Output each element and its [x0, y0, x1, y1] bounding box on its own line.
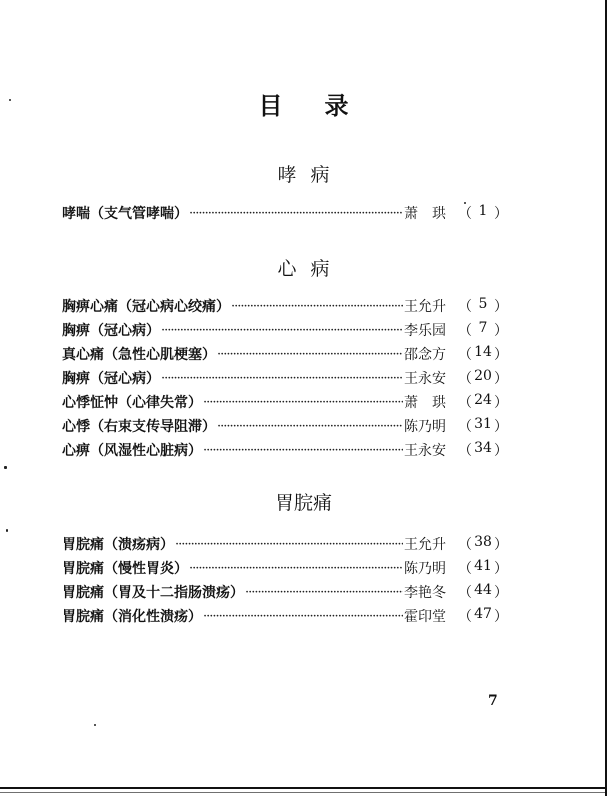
- toc-entry[interactable]: [62, 415, 508, 437]
- entry-page: （ 31 ）: [458, 416, 508, 435]
- toc-entry[interactable]: [62, 367, 508, 389]
- scan-edge-bottom-faint: [0, 792, 607, 793]
- page-ref: 44: [474, 582, 492, 598]
- toc-entry[interactable]: [62, 343, 508, 365]
- entry-page: （ 34 ）: [458, 440, 508, 459]
- entry-page: （ 20 ）: [458, 368, 508, 387]
- entry-page: （ 7 ）: [458, 320, 508, 339]
- toc-entry[interactable]: [62, 391, 508, 413]
- entry-title: 胃脘痛（胃及十二指肠溃疡）: [62, 585, 244, 601]
- entry-title: 胸痹（冠心病）: [62, 323, 160, 339]
- page-ref: 34: [474, 440, 492, 456]
- scan-speck: [6, 529, 8, 532]
- leader-dots: [203, 609, 403, 624]
- scan-edge-bottom: [0, 787, 607, 789]
- leader-dots: [245, 585, 403, 600]
- entry-page: （ 24 ）: [458, 392, 508, 411]
- toc-entry[interactable]: [62, 295, 508, 317]
- page-ref: 47: [474, 606, 492, 622]
- toc-entry[interactable]: [62, 319, 508, 341]
- entry-author: 李艳冬: [404, 585, 446, 601]
- scan-speck: [94, 724, 96, 726]
- entry-title: 真心痛（急性心肌梗塞）: [62, 347, 216, 363]
- entry-title: 胃脘痛（慢性胃炎）: [62, 561, 188, 577]
- entry-title: 胸痹（冠心病）: [62, 371, 160, 387]
- entry-author: 王允升: [404, 537, 446, 553]
- page-ref: 7: [478, 320, 488, 336]
- leader-dots: [161, 323, 403, 338]
- leader-dots: [203, 395, 403, 410]
- leader-dots: [161, 371, 403, 386]
- leader-dots: [189, 206, 403, 221]
- entry-author: 萧 珙: [404, 395, 446, 411]
- page-ref: 20: [474, 368, 492, 384]
- leader-dots: [203, 443, 403, 458]
- page-title: 目录: [258, 92, 391, 120]
- entry-title: 胃脘痛（消化性溃疡）: [62, 609, 202, 625]
- scan-speck: [9, 99, 11, 101]
- toc-entry[interactable]: [62, 533, 508, 555]
- leader-dots: [217, 347, 403, 362]
- page-ref: 38: [474, 534, 492, 550]
- section-heading-stomach: 胃脘痛: [274, 492, 332, 514]
- entry-page: （ 5 ）: [458, 296, 508, 315]
- entry-page: （ 44 ）: [458, 582, 508, 601]
- entry-author: 王允升: [404, 299, 446, 315]
- page-ref: 5: [478, 296, 488, 312]
- page-ref: 24: [474, 392, 492, 408]
- entry-title: 哮喘（支气管哮喘）: [62, 206, 188, 222]
- entry-author: 霍印堂: [404, 609, 446, 625]
- entry-title: 心痹（风湿性心脏病）: [62, 443, 202, 459]
- toc-entry[interactable]: [62, 202, 508, 224]
- entry-title: 心悸（右束支传导阻滞）: [62, 419, 216, 435]
- page-ref: 41: [474, 558, 492, 574]
- leader-dots: [189, 561, 403, 576]
- page-number: 7: [488, 693, 498, 709]
- entry-author: 陈乃明: [404, 419, 446, 435]
- entry-author: 王永安: [404, 371, 446, 387]
- entry-author: 邵念方: [404, 347, 446, 363]
- toc-entry[interactable]: [62, 439, 508, 461]
- entry-page: （ 14 ）: [458, 344, 508, 363]
- entry-page: （ 1 ）: [458, 203, 508, 222]
- entry-page: （ 47 ）: [458, 606, 508, 625]
- leader-dots: [217, 419, 403, 434]
- page-ref: 1: [478, 203, 488, 219]
- entry-title: 心悸怔忡（心律失常）: [62, 395, 202, 411]
- scan-speck: [4, 466, 7, 469]
- leader-dots: [175, 537, 403, 552]
- entry-title: 胸痹心痛（冠心病心绞痛）: [62, 299, 230, 315]
- entry-author: 萧 珙: [404, 206, 446, 222]
- page-ref: 31: [474, 416, 492, 432]
- entry-page: （ 41 ）: [458, 558, 508, 577]
- section-heading-heart: 心病: [277, 258, 344, 280]
- scan-speck: [464, 202, 466, 204]
- leader-dots: [231, 299, 403, 314]
- entry-author: 李乐园: [404, 323, 446, 339]
- section-heading-asthma: 哮病: [277, 164, 344, 186]
- toc-entry[interactable]: [62, 605, 508, 627]
- entry-author: 陈乃明: [404, 561, 446, 577]
- toc-entry[interactable]: [62, 581, 508, 603]
- page-ref: 14: [474, 344, 492, 360]
- entry-title: 胃脘痛（溃疡病）: [62, 537, 174, 553]
- entry-author: 王永安: [404, 443, 446, 459]
- toc-entry[interactable]: [62, 557, 508, 579]
- entry-page: （ 38 ）: [458, 534, 508, 553]
